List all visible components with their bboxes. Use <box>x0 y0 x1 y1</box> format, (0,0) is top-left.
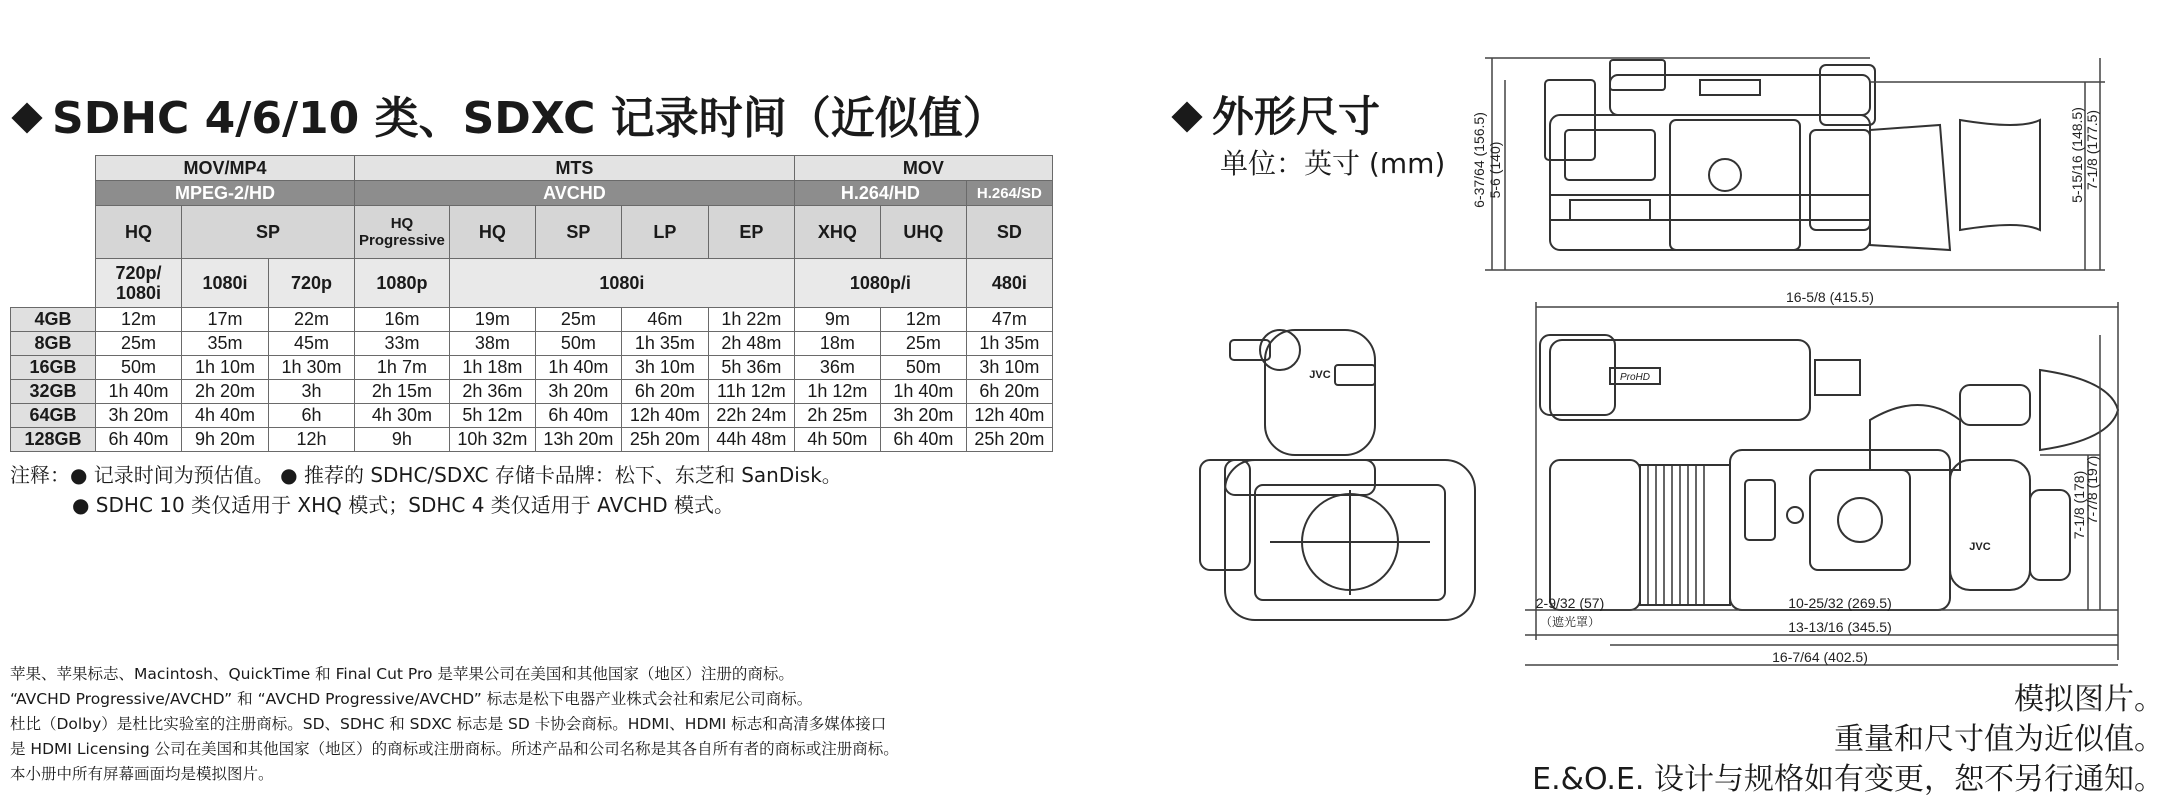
time-cell: 12h 40m <box>621 404 708 428</box>
header-cell: 1080i <box>449 259 794 308</box>
table-header-row-resolution <box>11 259 1053 308</box>
time-cell: 12h <box>269 428 355 452</box>
time-cell: 12h 40m <box>966 404 1052 428</box>
dim-label: 7-1/8 (178) <box>2071 470 2087 540</box>
disclaimer-line: E.&O.E. 设计与规格如有变更，恕不另行通知。 <box>1532 762 2164 797</box>
time-cell: 44h 48m <box>708 428 794 452</box>
time-cell: 1h 40m <box>96 380 182 404</box>
dim-label: 16-5/8 (415.5) <box>1786 289 1874 305</box>
header-cell: 720p <box>269 259 355 308</box>
table-header-row-format <box>11 181 1053 206</box>
record-time-title: SDHC 4/6/10 类、SDXC 记录时间（近似值） <box>10 82 1007 146</box>
dim-label: （遮光罩） <box>1539 615 1601 629</box>
dim-label: 2-9/32 (57) <box>1535 595 1605 611</box>
dimensions-unit: 单位：英寸 (mm) <box>1220 147 1446 180</box>
time-cell: 5h 36m <box>708 356 794 380</box>
table-row <box>11 428 1053 452</box>
disclaimer-notes <box>1532 680 2164 800</box>
dim-label: 13-13/16 (345.5) <box>1788 619 1892 635</box>
time-cell: 11h 12m <box>708 380 794 404</box>
notes <box>10 460 842 520</box>
header-cell: SP <box>182 206 355 259</box>
header-cell: XHQ <box>794 206 880 259</box>
time-cell: 4h 40m <box>182 404 269 428</box>
time-cell: 50m <box>535 332 621 356</box>
time-cell: 9h <box>355 428 450 452</box>
header-cell: H.264/SD <box>966 181 1052 206</box>
time-cell: 6h <box>269 404 355 428</box>
time-cell: 9h 20m <box>182 428 269 452</box>
header-cell: LP <box>621 206 708 259</box>
capacity-cell: 16GB <box>11 356 96 380</box>
time-cell: 3h 20m <box>880 404 966 428</box>
header-cell: EP <box>708 206 794 259</box>
time-cell: 50m <box>96 356 182 380</box>
dim-label: 6-37/64 (156.5) <box>1471 112 1487 208</box>
time-cell: 1h 12m <box>794 380 880 404</box>
time-cell: 25m <box>535 308 621 332</box>
header-cell: HQ Progressive <box>355 206 450 259</box>
diamond-bullet-icon <box>11 102 42 133</box>
header-cell: H.264/HD <box>794 181 966 206</box>
time-cell: 3h 10m <box>621 356 708 380</box>
header-cell: 1080p/i <box>794 259 966 308</box>
header-cell: HQ <box>96 206 182 259</box>
time-cell: 45m <box>269 332 355 356</box>
time-cell: 50m <box>880 356 966 380</box>
camera-front-view <box>1200 330 1475 620</box>
header-cell: MOV/MP4 <box>96 156 355 181</box>
time-cell: 4h 30m <box>355 404 450 428</box>
time-cell: 17m <box>182 308 269 332</box>
header-cell: AVCHD <box>355 181 795 206</box>
legal-line: 杜比（Dolby）是杜比实验室的注册商标。SD、SDHC 和 SDXC 标志是 SD 卡协会商标。HDMI、HDMI 标志和高清多媒体接口 <box>10 715 887 733</box>
disclaimer-line: 重量和尺寸值为近似值。 <box>1834 722 2164 757</box>
time-cell: 3h 20m <box>96 404 182 428</box>
time-cell: 1h 35m <box>966 332 1052 356</box>
capacity-cell: 64GB <box>11 404 96 428</box>
time-cell: 2h 25m <box>794 404 880 428</box>
time-cell: 1h 35m <box>621 332 708 356</box>
dim-label: 7-1/8 (177.5) <box>2084 109 2100 191</box>
dim-label: 5-15/16 (148.5) <box>2069 107 2085 203</box>
time-cell: 19m <box>449 308 535 332</box>
time-cell: 1h 40m <box>880 380 966 404</box>
time-cell: 47m <box>966 308 1052 332</box>
time-cell: 12m <box>880 308 966 332</box>
table-header-row-mode <box>11 206 1053 259</box>
table-row <box>11 308 1053 332</box>
time-cell: 6h 40m <box>880 428 966 452</box>
dim-label: 16-7/64 (402.5) <box>1772 649 1868 665</box>
time-cell: 1h 7m <box>355 356 450 380</box>
time-cell: 3h 10m <box>966 356 1052 380</box>
time-cell: 25h 20m <box>621 428 708 452</box>
time-cell: 1h 22m <box>708 308 794 332</box>
time-cell: 6h 40m <box>535 404 621 428</box>
header-cell: 1080p <box>355 259 450 308</box>
jvc-logo: JVC <box>1309 369 1331 381</box>
time-cell: 38m <box>449 332 535 356</box>
header-cell: MTS <box>355 156 795 181</box>
time-cell: 4h 50m <box>794 428 880 452</box>
header-cell: UHQ <box>880 206 966 259</box>
legal-text <box>10 662 899 787</box>
time-cell: 10h 32m <box>449 428 535 452</box>
time-cell: 16m <box>355 308 450 332</box>
dimensions-title: 外形尺寸 <box>1170 84 1380 144</box>
disclaimer-line: 模拟图片。 <box>2014 682 2164 717</box>
time-cell: 6h 20m <box>966 380 1052 404</box>
legal-line: 本小册中所有屏幕画面均是模拟图片。 <box>10 765 274 783</box>
time-cell: 12m <box>96 308 182 332</box>
time-cell: 1h 30m <box>269 356 355 380</box>
time-cell: 22m <box>269 308 355 332</box>
capacity-cell: 128GB <box>11 428 96 452</box>
header-cell: SP <box>535 206 621 259</box>
capacity-cell: 4GB <box>11 308 96 332</box>
camera-dimension-drawings <box>1170 20 2182 680</box>
capacity-cell: 32GB <box>11 380 96 404</box>
note-line: 注释：● 记录时间为预估值。 ● 推荐的 SDHC/SDXC 存储卡品牌：松下、东芝和 SanDisk。 <box>10 463 842 487</box>
dim-label: 10-25/32 (269.5) <box>1788 595 1892 611</box>
time-cell: 13h 20m <box>535 428 621 452</box>
header-cell: 1080i <box>182 259 269 308</box>
capacity-cell: 8GB <box>11 332 96 356</box>
table-row <box>11 332 1053 356</box>
header-cell: 480i <box>966 259 1052 308</box>
time-cell: 36m <box>794 356 880 380</box>
time-cell: 2h 20m <box>182 380 269 404</box>
note-line: ● SDHC 10 类仅适用于 XHQ 模式；SDHC 4 类仅适用于 AVCHD 模式。 <box>72 493 735 517</box>
table-header-row-container <box>11 156 1053 181</box>
time-cell: 5h 12m <box>449 404 535 428</box>
table-row <box>11 404 1053 428</box>
time-cell: 2h 48m <box>708 332 794 356</box>
time-cell: 46m <box>621 308 708 332</box>
time-cell: 22h 24m <box>708 404 794 428</box>
time-cell: 35m <box>182 332 269 356</box>
dim-label: 7-7/8 (197) <box>2084 455 2100 525</box>
time-cell: 18m <box>794 332 880 356</box>
header-cell: HQ <box>449 206 535 259</box>
time-cell: 1h 40m <box>535 356 621 380</box>
time-cell: 9m <box>794 308 880 332</box>
time-cell: 3h 20m <box>535 380 621 404</box>
legal-line: “AVCHD Progressive/AVCHD” 和 “AVCHD Progressive/AVCHD” 标志是松下电器产业株式会社和索尼公司商标。 <box>10 690 813 708</box>
time-cell: 25m <box>880 332 966 356</box>
time-cell: 2h 15m <box>355 380 450 404</box>
time-cell: 33m <box>355 332 450 356</box>
time-cell: 25m <box>96 332 182 356</box>
table-row <box>11 356 1053 380</box>
legal-line: 是 HDMI Licensing 公司在美国和其他国家（地区）的商标或注册商标。所述产品和公司名称是其各自所有者的商标或注册商标。 <box>10 740 899 758</box>
time-cell: 3h <box>269 380 355 404</box>
prohd-badge: ProHD <box>1619 372 1651 383</box>
record-time-table <box>10 155 1053 452</box>
header-cell: MOV <box>794 156 1052 181</box>
time-cell: 6h 40m <box>96 428 182 452</box>
dim-label: 5-6 (140) <box>1487 141 1503 199</box>
header-cell: 720p/ 1080i <box>96 259 182 308</box>
legal-line: 苹果、苹果标志、Macintosh、QuickTime 和 Final Cut Pro 是苹果公司在美国和其他国家（地区）注册的商标。 <box>10 665 794 683</box>
time-cell: 2h 36m <box>449 380 535 404</box>
camera-side-view <box>1545 60 2040 250</box>
time-cell: 1h 18m <box>449 356 535 380</box>
table-body <box>11 308 1053 452</box>
header-cell: SD <box>966 206 1052 259</box>
time-cell: 6h 20m <box>621 380 708 404</box>
time-cell: 25h 20m <box>966 428 1052 452</box>
header-cell: MPEG-2/HD <box>96 181 355 206</box>
time-cell: 1h 10m <box>182 356 269 380</box>
table-row <box>11 380 1053 404</box>
jvc-logo: JVC <box>1969 541 1991 553</box>
